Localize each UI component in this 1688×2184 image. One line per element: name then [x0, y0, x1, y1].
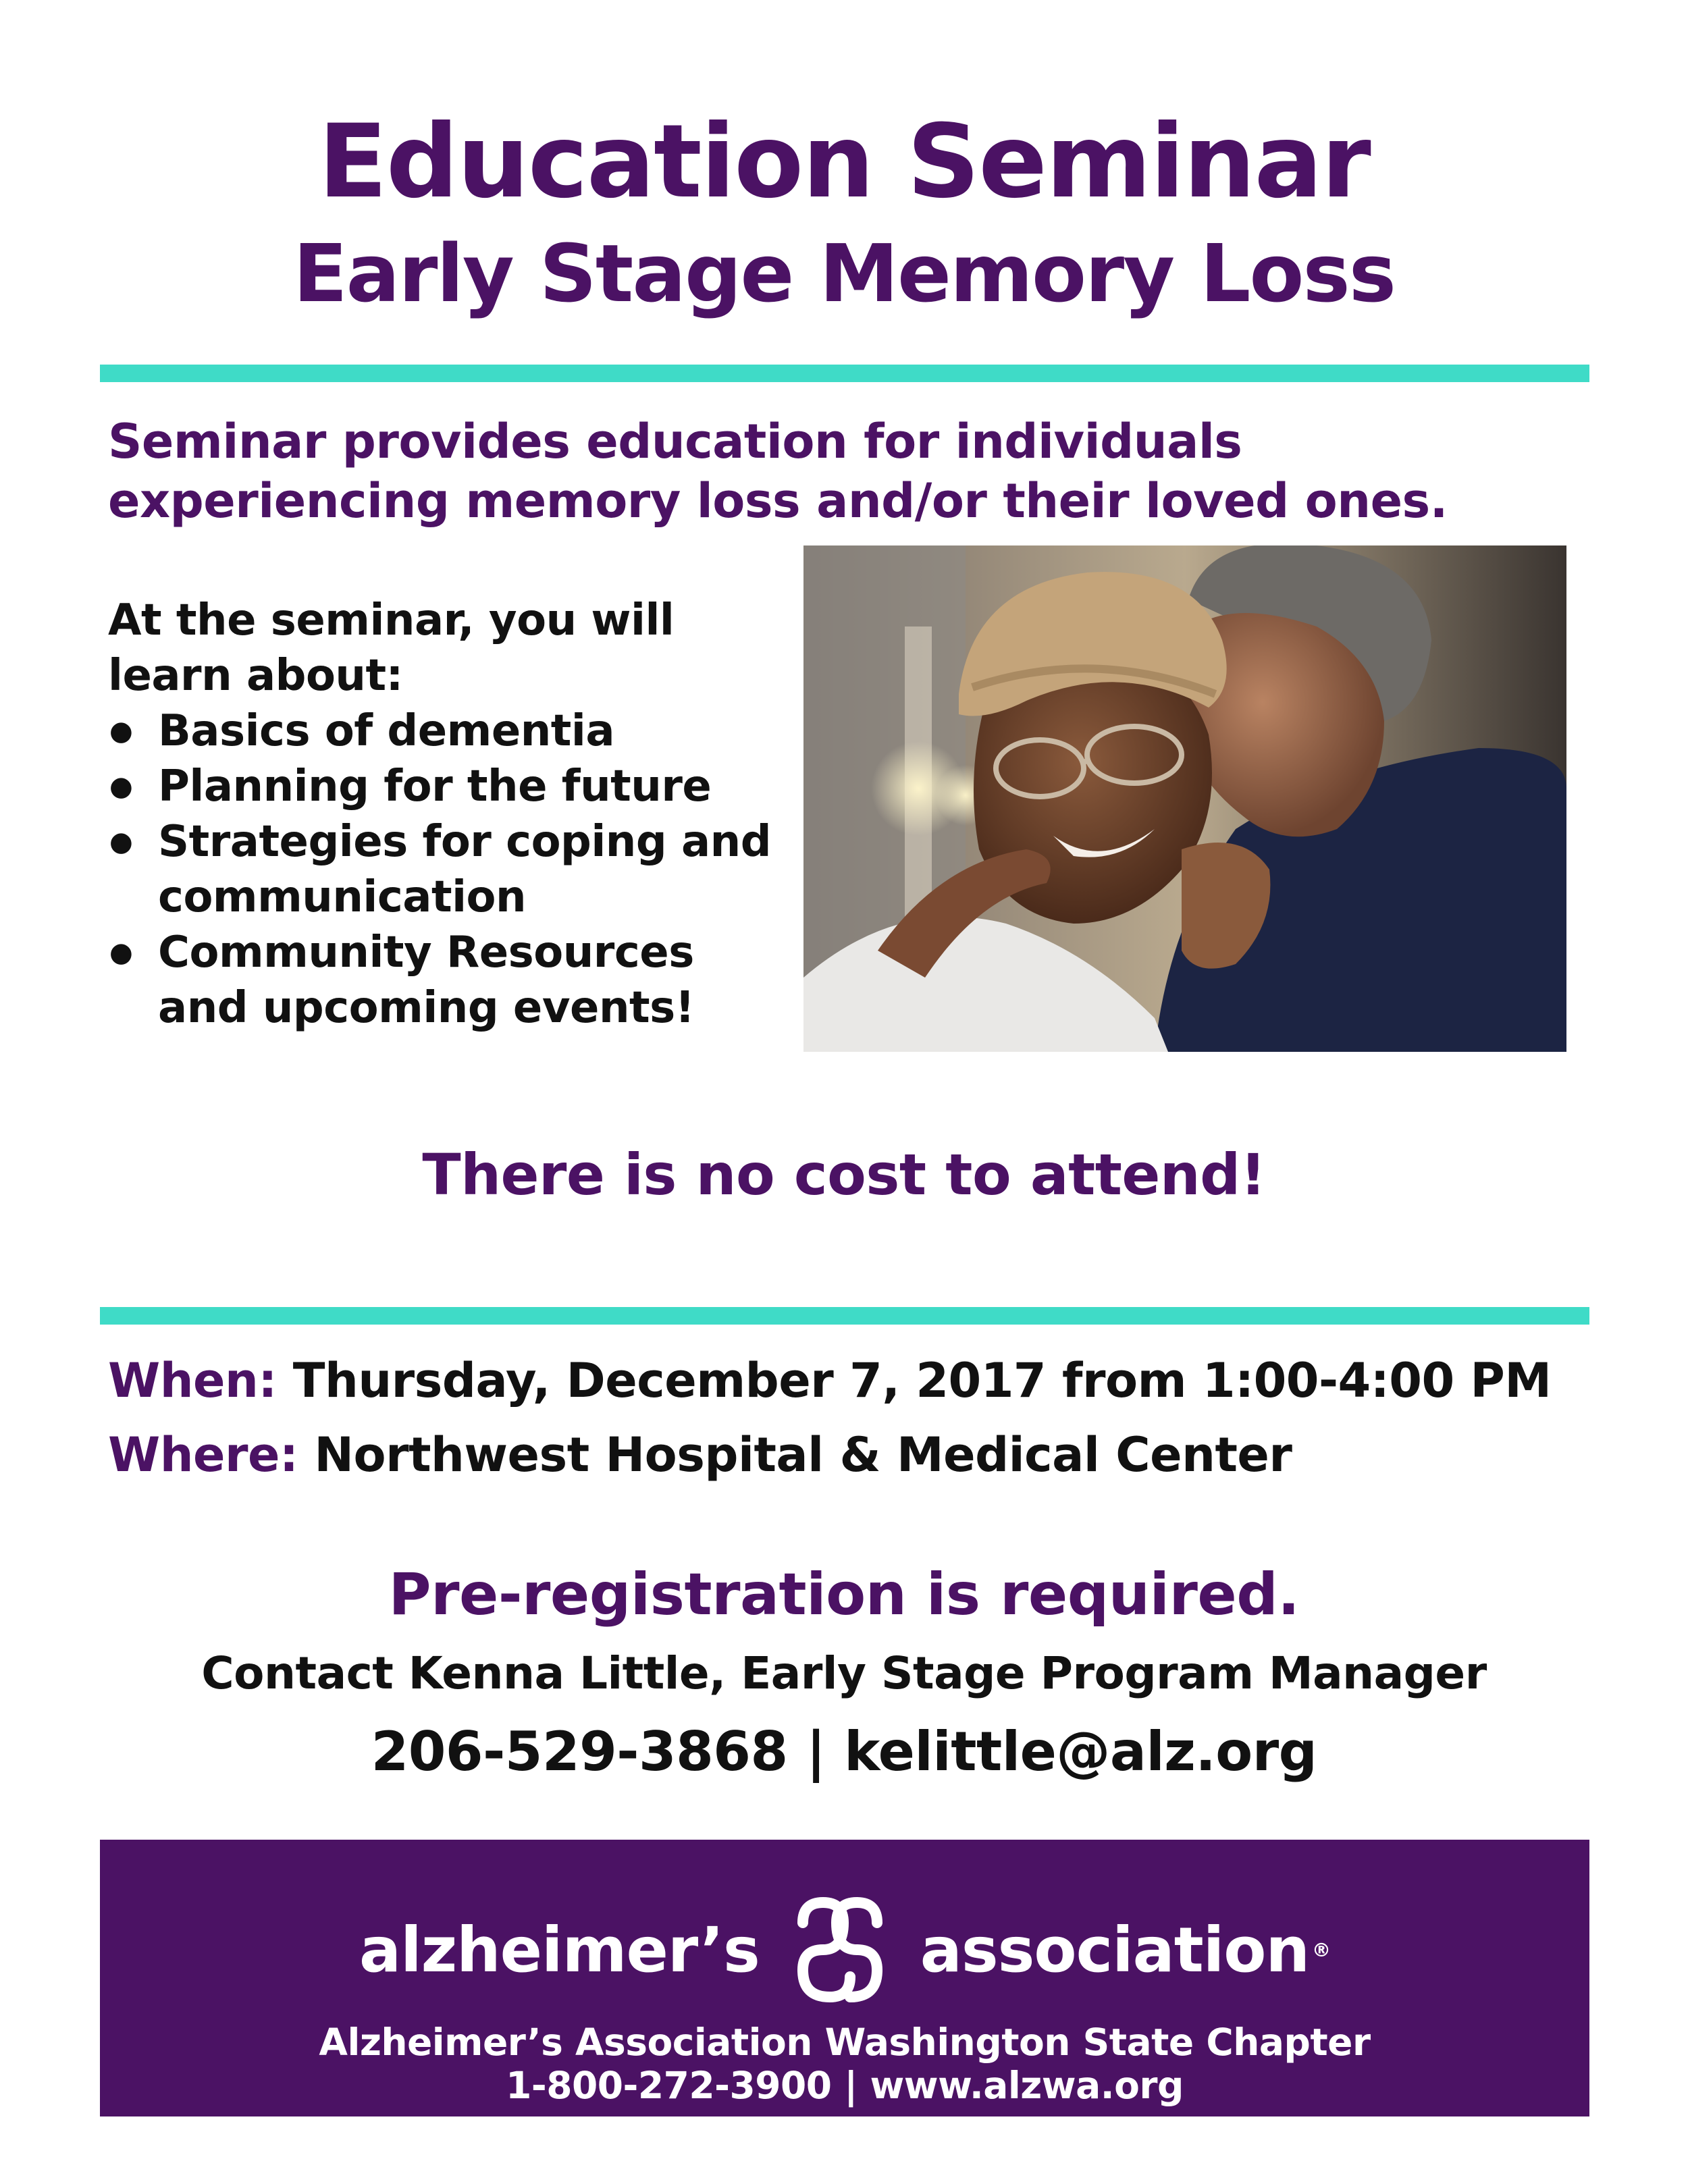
bullet-icon: ●	[109, 937, 133, 968]
list-item-text: Strategies for coping and	[158, 817, 771, 867]
learn-list	[108, 703, 817, 1036]
divider-middle	[100, 1307, 1589, 1325]
chapter-website[interactable]: www.alzwa.org	[870, 2064, 1184, 2107]
list-item	[108, 925, 817, 1036]
list-item	[108, 814, 817, 925]
when-value: Thursday, December 7, 2017 from 1:00-4:00 PM	[292, 1353, 1552, 1408]
registration-heading: Pre-registration is required.	[388, 1561, 1300, 1628]
list-item	[108, 759, 817, 814]
list-item-text-continued: communication	[158, 872, 527, 922]
where-value: Northwest Hospital & Medical Center	[314, 1427, 1292, 1483]
intro-line-2: experiencing memory loss and/or their loved ones.	[108, 473, 1448, 529]
page-title: Education Seminar	[318, 103, 1370, 221]
learn-heading	[108, 593, 817, 703]
divider-top	[100, 365, 1589, 382]
list-item-text: Planning for the future	[158, 762, 712, 811]
contact-email[interactable]: kelittle@alz.org	[844, 1720, 1317, 1783]
purple-ribbon-icon	[783, 1896, 897, 2004]
chapter-separator: |	[844, 2064, 858, 2107]
learn-heading-line-2: learn about:	[108, 651, 403, 701]
cost-notice: There is no cost to attend!	[422, 1142, 1266, 1208]
chapter-phone[interactable]: 1-800-272-3900	[506, 2064, 832, 2107]
logo-text-left: alzheimer’s	[359, 1913, 760, 1986]
list-item-text: Basics of dementia	[158, 706, 614, 756]
alzheimers-association-logo	[100, 1892, 1589, 2007]
registration-contact-info	[0, 1718, 1688, 1786]
bullet-icon: ●	[109, 771, 133, 802]
bullet-icon: ●	[109, 826, 133, 857]
photo-two-women-embracing	[803, 545, 1566, 1052]
event-when	[108, 1350, 1593, 1411]
page-subtitle: Early Stage Memory Loss	[293, 227, 1395, 320]
intro-text	[108, 412, 1580, 531]
intro-line-1: Seminar provides education for individuals	[108, 414, 1242, 469]
event-where	[108, 1424, 1593, 1485]
contact-phone[interactable]: 206-529-3868	[371, 1720, 788, 1783]
chapter-contact	[100, 2064, 1589, 2107]
list-item-text-continued: and upcoming events!	[158, 983, 695, 1033]
list-item	[108, 703, 817, 759]
learn-section	[108, 593, 817, 1036]
learn-heading-line-1: At the seminar, you will	[108, 595, 675, 645]
where-label: Where:	[108, 1427, 298, 1483]
when-label: When:	[108, 1353, 277, 1408]
bullet-icon: ●	[109, 716, 133, 747]
contact-separator: |	[806, 1720, 826, 1783]
footer-banner	[100, 1840, 1589, 2116]
list-item-text: Community Resources	[158, 928, 694, 978]
chapter-name: Alzheimer’s Association Washington State Chapter	[319, 2021, 1371, 2064]
logo-text-right: association	[920, 1913, 1309, 1986]
registration-contact: Contact Kenna Little, Early Stage Program Manager	[201, 1647, 1487, 1699]
registered-mark: ®	[1311, 1938, 1330, 1961]
